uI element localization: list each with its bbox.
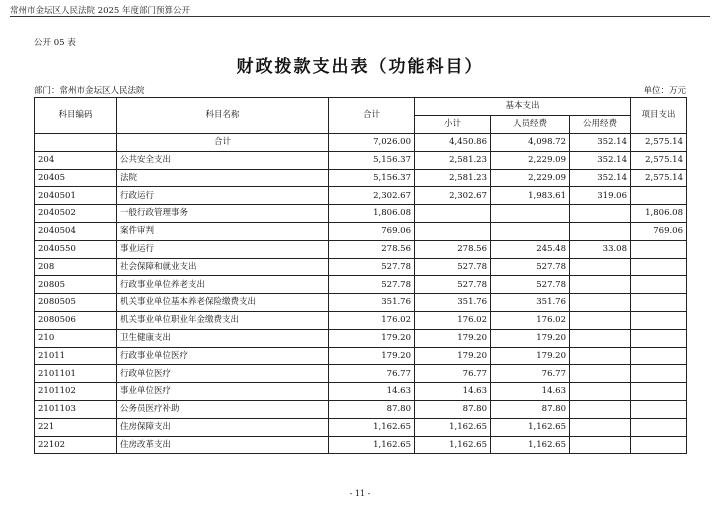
- cell-public: [570, 400, 631, 418]
- cell-total: 2,302.67: [329, 187, 415, 205]
- cell-code: 2080505: [35, 294, 117, 312]
- cell-total: 1,162.65: [329, 436, 415, 454]
- cell-subtotal: 4,450.86: [415, 134, 491, 152]
- cell-name: 事业单位医疗: [117, 383, 329, 401]
- column-header-code: 科目编码: [35, 98, 117, 134]
- cell-personnel: 527.78: [491, 276, 570, 294]
- cell-total: 769.06: [329, 222, 415, 240]
- cell-personnel: 176.02: [491, 311, 570, 329]
- cell-code: 2101101: [35, 365, 117, 383]
- column-header-personnel: 人员经费: [491, 116, 570, 134]
- cell-personnel: 1,983.61: [491, 187, 570, 205]
- column-header-total: 合计: [329, 98, 415, 134]
- cell-name: 住房保障支出: [117, 418, 329, 436]
- cell-public: [570, 365, 631, 383]
- cell-public: [570, 205, 631, 223]
- cell-code: 2080506: [35, 311, 117, 329]
- cell-name: 行政事业单位养老支出: [117, 276, 329, 294]
- cell-project: 2,575.14: [631, 151, 687, 169]
- cell-code: 2040504: [35, 222, 117, 240]
- cell-public: [570, 436, 631, 454]
- cell-total: 5,156.37: [329, 151, 415, 169]
- cell-name: 公务员医疗补助: [117, 400, 329, 418]
- cell-subtotal: 176.02: [415, 311, 491, 329]
- cell-project: [631, 258, 687, 276]
- cell-name: 一般行政管理事务: [117, 205, 329, 223]
- cell-code: 210: [35, 329, 117, 347]
- cell-personnel: 1,162.65: [491, 436, 570, 454]
- table-body: [35, 134, 687, 454]
- table-row: [35, 329, 687, 347]
- cell-code: 2040550: [35, 240, 117, 258]
- cell-code: 2101103: [35, 400, 117, 418]
- cell-personnel: [491, 222, 570, 240]
- table-row: [35, 187, 687, 205]
- cell-project: 769.06: [631, 222, 687, 240]
- cell-project: [631, 400, 687, 418]
- cell-subtotal: [415, 205, 491, 223]
- unit-label: 单位：万元: [643, 86, 686, 96]
- cell-name: 行政事业单位医疗: [117, 347, 329, 365]
- cell-name: 事业运行: [117, 240, 329, 258]
- cell-public: 33.08: [570, 240, 631, 258]
- cell-subtotal: 278.56: [415, 240, 491, 258]
- cell-name: 机关事业单位基本养老保险缴费支出: [117, 294, 329, 312]
- cell-personnel: 1,162.65: [491, 418, 570, 436]
- cell-project: [631, 187, 687, 205]
- cell-code: 2101102: [35, 383, 117, 401]
- cell-personnel: 76.77: [491, 365, 570, 383]
- table-row: [35, 365, 687, 383]
- cell-total: 14.63: [329, 383, 415, 401]
- cell-project: [631, 347, 687, 365]
- cell-subtotal: 179.20: [415, 347, 491, 365]
- column-header-project: 项目支出: [631, 98, 687, 134]
- cell-name: 行政单位医疗: [117, 365, 329, 383]
- cell-total: 179.20: [329, 329, 415, 347]
- table-row: [35, 222, 687, 240]
- cell-subtotal: [415, 222, 491, 240]
- cell-public: 319.06: [570, 187, 631, 205]
- cell-name: 行政运行: [117, 187, 329, 205]
- column-header-public: 公用经费: [570, 116, 631, 134]
- cell-public: [570, 222, 631, 240]
- cell-public: [570, 418, 631, 436]
- column-header-basic: 基本支出: [415, 98, 631, 116]
- cell-public: [570, 311, 631, 329]
- cell-subtotal: 76.77: [415, 365, 491, 383]
- cell-subtotal: 1,162.65: [415, 418, 491, 436]
- header-rule: [10, 16, 710, 17]
- cell-project: 1,806.08: [631, 205, 687, 223]
- cell-name: 住房改革支出: [117, 436, 329, 454]
- cell-project: [631, 365, 687, 383]
- cell-total: 76.77: [329, 365, 415, 383]
- cell-project: [631, 329, 687, 347]
- cell-total: 1,162.65: [329, 418, 415, 436]
- cell-personnel: 179.20: [491, 347, 570, 365]
- cell-name: 合计: [117, 134, 329, 152]
- cell-code: 20405: [35, 169, 117, 187]
- cell-subtotal: 527.78: [415, 276, 491, 294]
- cell-subtotal: 2,581.23: [415, 169, 491, 187]
- cell-public: [570, 347, 631, 365]
- table-row: [35, 294, 687, 312]
- cell-code: 221: [35, 418, 117, 436]
- cell-subtotal: 179.20: [415, 329, 491, 347]
- cell-personnel: 245.48: [491, 240, 570, 258]
- page-number: - 11 -: [349, 489, 371, 498]
- form-number: 公开 05 表: [34, 38, 76, 48]
- cell-public: 352.14: [570, 134, 631, 152]
- cell-code: 22102: [35, 436, 117, 454]
- cell-total: 179.20: [329, 347, 415, 365]
- cell-total: 1,806.08: [329, 205, 415, 223]
- cell-subtotal: 2,302.67: [415, 187, 491, 205]
- cell-subtotal: 527.78: [415, 258, 491, 276]
- expenditure-table: [34, 97, 687, 454]
- cell-subtotal: 14.63: [415, 383, 491, 401]
- page-title: 财政拨款支出表（功能科目）: [236, 57, 484, 77]
- document-header: 常州市金坛区人民法院 2025 年度部门预算公开: [10, 6, 191, 16]
- cell-total: 527.78: [329, 258, 415, 276]
- cell-project: [631, 418, 687, 436]
- cell-project: [631, 276, 687, 294]
- cell-personnel: 179.20: [491, 329, 570, 347]
- cell-personnel: 2,229.09: [491, 151, 570, 169]
- cell-subtotal: 1,162.65: [415, 436, 491, 454]
- cell-public: [570, 329, 631, 347]
- table-row: [35, 347, 687, 365]
- table-row: [35, 151, 687, 169]
- table-row: [35, 383, 687, 401]
- cell-code: 204: [35, 151, 117, 169]
- cell-project: [631, 294, 687, 312]
- column-header-subtotal: 小计: [415, 116, 491, 134]
- cell-public: [570, 276, 631, 294]
- cell-personnel: [491, 205, 570, 223]
- table-row: [35, 134, 687, 152]
- department-label: 部门：常州市金坛区人民法院: [34, 86, 145, 96]
- cell-code: 21011: [35, 347, 117, 365]
- cell-code: [35, 134, 117, 152]
- cell-name: 卫生健康支出: [117, 329, 329, 347]
- cell-name: 社会保障和就业支出: [117, 258, 329, 276]
- cell-personnel: 87.80: [491, 400, 570, 418]
- cell-total: 5,156.37: [329, 169, 415, 187]
- cell-public: [570, 258, 631, 276]
- cell-project: [631, 240, 687, 258]
- column-header-name: 科目名称: [117, 98, 329, 134]
- cell-project: 2,575.14: [631, 134, 687, 152]
- table-row: [35, 276, 687, 294]
- cell-name: 机关事业单位职业年金缴费支出: [117, 311, 329, 329]
- table-row: [35, 169, 687, 187]
- table-row: [35, 258, 687, 276]
- cell-total: 7,026.00: [329, 134, 415, 152]
- cell-personnel: 2,229.09: [491, 169, 570, 187]
- cell-project: [631, 436, 687, 454]
- cell-project: 2,575.14: [631, 169, 687, 187]
- table-row: [35, 436, 687, 454]
- cell-code: 20805: [35, 276, 117, 294]
- cell-total: 527.78: [329, 276, 415, 294]
- cell-public: [570, 294, 631, 312]
- cell-personnel: 4,098.72: [491, 134, 570, 152]
- cell-subtotal: 87.80: [415, 400, 491, 418]
- cell-name: 法院: [117, 169, 329, 187]
- cell-code: 2040501: [35, 187, 117, 205]
- table-row: [35, 418, 687, 436]
- table-row: [35, 311, 687, 329]
- cell-name: 公共安全支出: [117, 151, 329, 169]
- cell-code: 2040502: [35, 205, 117, 223]
- cell-project: [631, 383, 687, 401]
- table-row: [35, 400, 687, 418]
- cell-total: 278.56: [329, 240, 415, 258]
- table-row: [35, 205, 687, 223]
- cell-public: 352.14: [570, 169, 631, 187]
- cell-personnel: 351.76: [491, 294, 570, 312]
- cell-subtotal: 351.76: [415, 294, 491, 312]
- cell-project: [631, 311, 687, 329]
- cell-public: [570, 383, 631, 401]
- cell-personnel: 14.63: [491, 383, 570, 401]
- cell-name: 案件审判: [117, 222, 329, 240]
- cell-code: 208: [35, 258, 117, 276]
- table-row: [35, 240, 687, 258]
- cell-total: 87.80: [329, 400, 415, 418]
- cell-subtotal: 2,581.23: [415, 151, 491, 169]
- cell-total: 351.76: [329, 294, 415, 312]
- cell-public: 352.14: [570, 151, 631, 169]
- cell-personnel: 527.78: [491, 258, 570, 276]
- cell-total: 176.02: [329, 311, 415, 329]
